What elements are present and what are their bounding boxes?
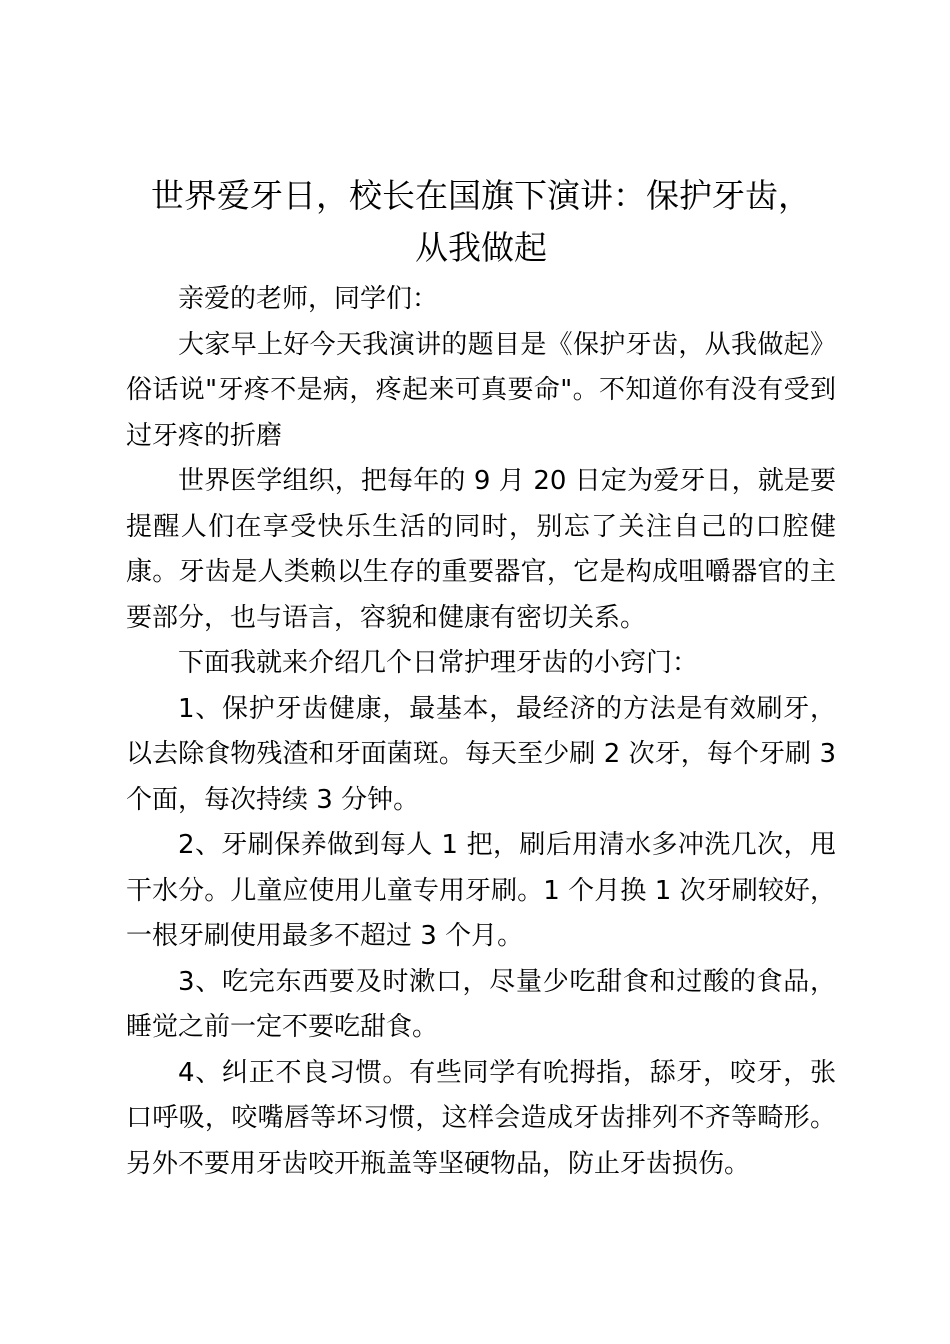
tip-1-paragraph: 1、保护牙齿健康，最基本，最经济的方法是有效刷牙，以去除食物残渣和牙面菌斑。每天至少刷 2 次牙，每个牙刷 3 个面，每次持续 3 分钟。: [126, 693, 836, 815]
document-page: [126, 170, 836, 1187]
intro-paragraph: 大家早上好今天我演讲的题目是《保护牙齿，从我做起》俗话说"牙疼不是病，疼起来可真要命"。不知道你有没有受到过牙疼的折磨: [126, 329, 836, 451]
tips-intro-paragraph: 下面我就来介绍几个日常护理牙齿的小窍门：: [178, 648, 699, 678]
document-body: [126, 277, 836, 1187]
document-title: [126, 170, 836, 274]
salutation-paragraph: 亲爱的老师，同学们：: [178, 284, 439, 314]
title-line-2: 从我做起: [415, 228, 547, 267]
tip-3-paragraph: 3、吃完东西要及时漱口，尽量少吃甜食和过酸的食品，睡觉之前一定不要吃甜食。: [126, 966, 836, 1042]
tip-4-paragraph: 4、纠正不良习惯。有些同学有吮拇指，舔牙，咬牙，张口呼吸，咬嘴唇等坏习惯，这样会造成牙齿排列不齐等畸形。另外不要用牙齿咬开瓶盖等坚硬物品，防止牙齿损伤。: [126, 1057, 836, 1179]
tip-2-paragraph: 2、牙刷保养做到每人 1 把，刷后用清水多冲洗几次，甩干水分。儿童应使用儿童专用牙刷。1 个月换 1 次牙刷较好，一根牙刷使用最多不超过 3 个月。: [126, 830, 836, 951]
title-line-1: 世界爱牙日，校长在国旗下演讲：保护牙齿，: [151, 176, 811, 215]
love-teeth-day-paragraph: 世界医学组织，把每年的 9 月 20 日定为爱牙日，就是要提醒人们在享受快乐生活的同时，别忘了关注自己的口腔健康。牙齿是人类赖以生存的重要器官，它是构成咀嚼器官的主要部分，也与语言，容貌和健康有密切关系。: [126, 466, 836, 633]
